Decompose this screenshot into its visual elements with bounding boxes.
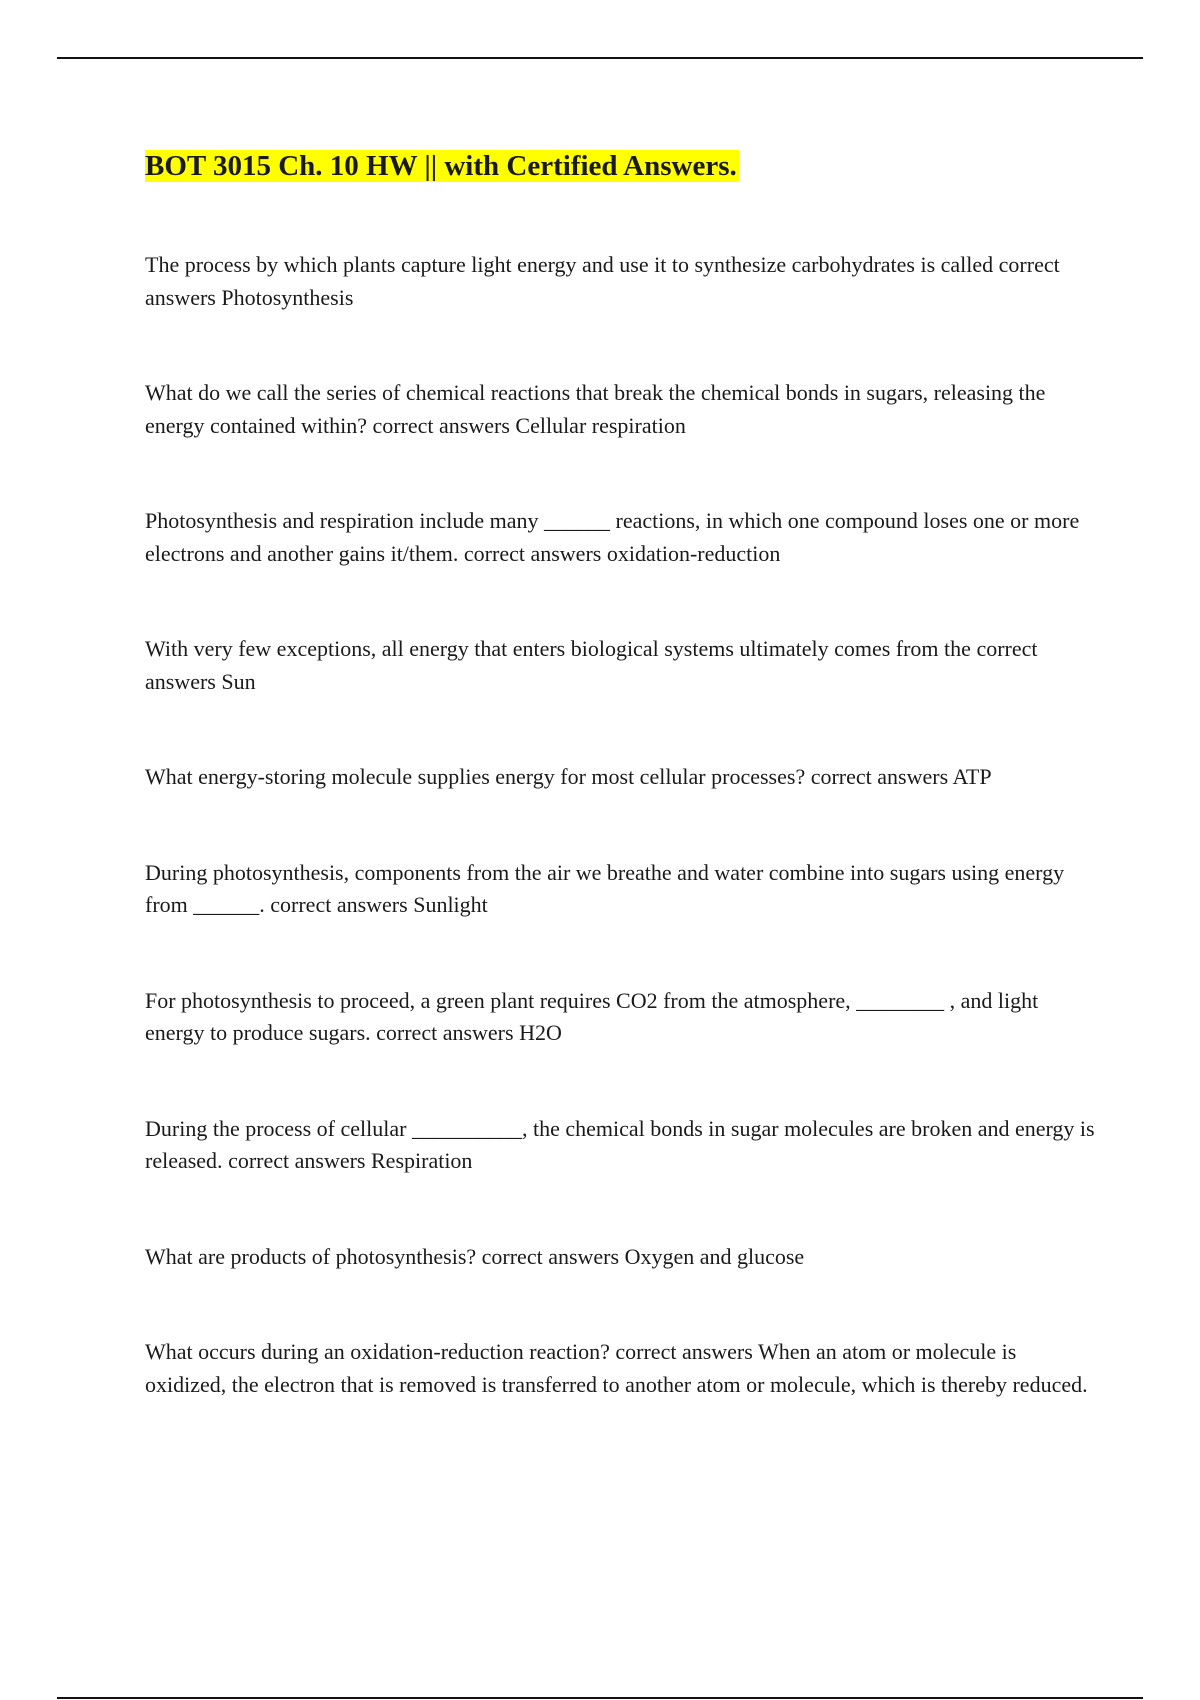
bottom-rule [57, 1697, 1143, 1699]
answer-prefix: correct answers [615, 1339, 753, 1364]
title-highlight: BOT 3015 Ch. 10 HW || with Certified Answers. [145, 150, 737, 182]
qa-item [145, 985, 1095, 1050]
question-text: What energy-storing molecule supplies energy for most cellular processes? [145, 764, 806, 789]
qa-item [145, 1241, 1095, 1274]
question-text: The process by which plants capture light energy and use it to synthesize carbohydrates is called [145, 252, 994, 277]
answer-text: H2O [519, 1020, 562, 1045]
answer-prefix: correct answers [810, 764, 949, 789]
answer-prefix: correct answers [376, 1020, 514, 1045]
qa-item [145, 761, 1095, 794]
qa-item [145, 633, 1095, 698]
qa-list [145, 249, 1095, 1401]
question-text: What are products of photosynthesis? [145, 1243, 477, 1269]
answer-prefix: correct answers [372, 412, 510, 438]
answer-text: Oxygen and glucose [624, 1243, 805, 1269]
question-text: During photosynthesis, components from the air we breathe and water combine into sugars using energy from ______. [145, 859, 1065, 917]
top-rule [57, 57, 1143, 59]
qa-item [145, 505, 1095, 570]
question-text: Photosynthesis and respiration include many ______ reactions, in which one compound loses one or more electrons and another gains it/them. [145, 508, 1080, 566]
document-body [145, 145, 1095, 1401]
question-text: What occurs during an oxidation-reduction reaction? [145, 1339, 610, 1364]
answer-prefix: correct answers [145, 636, 1038, 694]
qa-item [145, 857, 1095, 922]
answer-text: When an atom or molecule is oxidized, the electron that is removed is transferred to another atom or molecule, which is thereby reduced. [145, 1339, 1088, 1397]
answer-prefix: correct answers [145, 252, 1060, 310]
qa-item [145, 249, 1095, 314]
answer-prefix: correct answers [481, 1243, 620, 1269]
answer-text: Respiration [371, 1148, 473, 1173]
qa-item [145, 377, 1095, 442]
document-title [145, 145, 1095, 187]
answer-text: Sunlight [413, 892, 488, 917]
answer-text: Photosynthesis [221, 284, 354, 310]
answer-text: Cellular respiration [515, 412, 686, 438]
answer-text: ATP [952, 764, 992, 789]
question-text: During the process of cellular __________, the chemical bonds in sugar molecules are broken and energy is released. [145, 1115, 1095, 1173]
answer-text: Sun [221, 668, 256, 694]
question-text: For photosynthesis to proceed, a green plant requires CO2 from the atmosphere, ________ , and light energy to produce sugars. [145, 987, 1039, 1045]
answer-prefix: correct answers [463, 540, 602, 566]
answer-prefix: correct answers [228, 1148, 366, 1173]
qa-item [145, 1113, 1095, 1178]
answer-prefix: correct answers [270, 892, 408, 917]
question-text: With very few exceptions, all energy that enters biological systems ultimately comes from the [145, 636, 971, 661]
question-text: What do we call the series of chemical reactions that break the chemical bonds in sugars, releasing the energy contained within? [145, 380, 1046, 438]
answer-text: oxidation-reduction [606, 540, 781, 566]
qa-item [145, 1336, 1095, 1401]
